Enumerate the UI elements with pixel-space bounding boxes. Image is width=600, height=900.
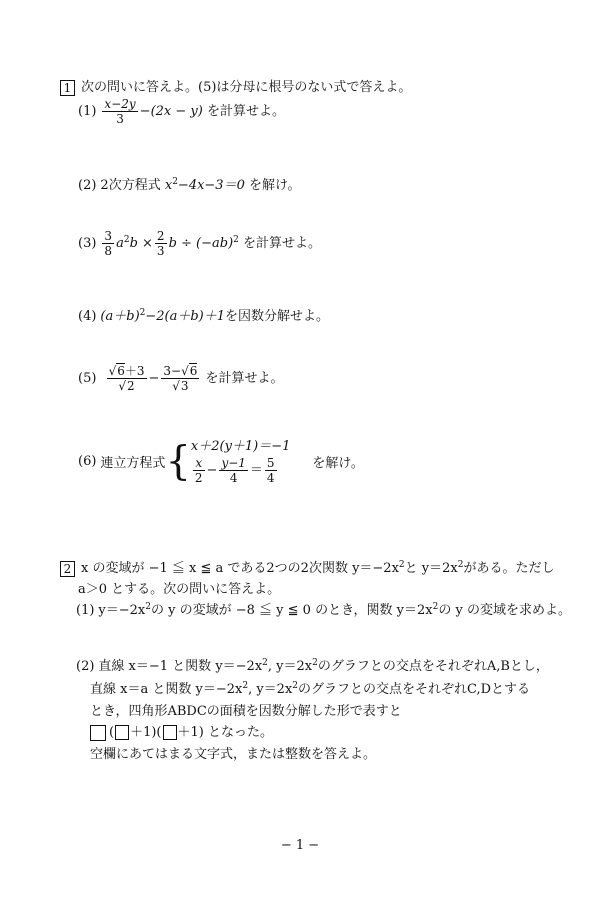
q1-part5-label: (5)	[78, 371, 97, 386]
q1-part2	[78, 174, 300, 193]
q2-line1	[60, 557, 555, 577]
q2-line1a: x の変域が −1 ≦ x ≦ a である2つの2次関数 y＝−2x	[81, 561, 399, 576]
q1-part1-fraction	[102, 97, 137, 126]
q2-part2-line1	[76, 655, 549, 674]
q1-part2-sq: 2	[172, 177, 178, 187]
q1-part6-eq2-f1	[193, 456, 205, 485]
q1-part4-label: (4)	[78, 309, 97, 324]
q1-part1-rest: −(2x − y)	[139, 104, 203, 119]
q1-part6-eq2-minus: −	[206, 463, 218, 478]
answer-blank-2[interactable]	[115, 725, 129, 740]
q2-part2-line3: とき，四角形ABDCの面積を因数分解した形で表すと	[90, 704, 402, 719]
q1-part6-system	[191, 438, 291, 485]
q1-part6-eq2-f3-num: 5	[266, 456, 275, 470]
q1-part6-brace: {	[165, 438, 191, 485]
q1-part5-minus: −	[148, 371, 160, 386]
q1-part4-expr1sup: 2	[139, 308, 146, 318]
q2-part2-l1c: のグラフとの交点をそれぞれA,Bとし，	[317, 659, 549, 674]
q1-part4-text: を因数分解せよ。	[225, 309, 330, 324]
q1-part5-f2-num-pre: 3−	[163, 364, 182, 378]
q1-part3-f1-num: 3	[104, 229, 113, 243]
q1-part3-f1-den: 8	[104, 244, 113, 258]
q2-part1-asup: 2	[145, 602, 151, 612]
q1-part5-f1-den-root: 2	[127, 379, 135, 393]
q1-part3-label: (3)	[78, 236, 97, 251]
q1-part3-mid3: b ÷ (−ab)	[168, 236, 234, 251]
q1-part6-eq2-f1-den: 2	[194, 471, 203, 485]
q2-number-box: 2	[60, 561, 75, 577]
q1-part4	[78, 305, 329, 324]
q2-part2-label: (2)	[76, 659, 95, 674]
q2-line1b: と y＝2x	[404, 561, 458, 576]
q1-part6-eq2	[191, 456, 291, 485]
q2-part2-l2a: 直線 x＝a と関数 y＝−2x	[90, 682, 243, 697]
q1-part5-f1-den: √2	[118, 379, 135, 393]
q1-part6-eq2-f3-den: 4	[266, 471, 275, 485]
q2-line1sup2: 2	[457, 560, 464, 570]
q1-part6-eq2-f2-den: 4	[229, 471, 238, 485]
answer-blank-1[interactable]	[90, 725, 106, 741]
q2-part2-l4b: ＋1)(	[130, 725, 162, 740]
q2-part2-l1a: 直線 x＝−1 と関数 y＝−2x	[98, 659, 263, 674]
q2-line2: a＞0 とする。次の問いに答えよ。	[78, 582, 281, 597]
q1-part2-label: (2)	[78, 178, 97, 193]
q2-part2-l1b: , y＝2x	[267, 659, 313, 674]
q2-part1-bsup: 2	[432, 602, 439, 612]
q1-part5-fraction2	[161, 364, 199, 393]
q1-part3-fraction1	[102, 229, 114, 258]
q1-part6-eq2-f1-num: x	[193, 456, 205, 471]
q2-part2-l2b: , y＝2x	[248, 682, 293, 697]
q1-part2-text: を解け。	[249, 178, 301, 193]
q1-part6-text: を解け。	[312, 456, 364, 471]
q2-part2-l4a: (	[109, 725, 115, 740]
q1-part6-eq2-f2	[219, 456, 247, 485]
q1-part3-f2-den: 3	[156, 244, 165, 258]
q1-part3-fraction2	[155, 229, 167, 258]
q1-part5-f2-num: 3−√6	[163, 364, 198, 378]
q2-part2-l1sup1: 2	[262, 658, 268, 668]
q1-part6-pre: 連立方程式	[100, 456, 166, 471]
q1-part3-f2-num: 2	[156, 229, 165, 243]
q1-number-box: 1	[60, 80, 75, 96]
q1-part1-denominator: 3	[116, 112, 124, 126]
q2-part1-c: の y の変域を求めよ。	[438, 603, 571, 618]
q1-part6-label: (6)	[78, 454, 97, 469]
q1-part3-mid1sup: 2	[123, 235, 130, 245]
q1-part3-mid1: a	[116, 236, 124, 251]
q1-part3	[78, 229, 321, 258]
q2-part1	[76, 599, 571, 618]
q1-instruction: 次の問いに答えよ。(5)は分母に根号のない式で答えよ。	[81, 80, 412, 95]
q1-part6-eq2-eq: ＝	[249, 463, 263, 478]
q1-part4-expr1: (a＋b)	[100, 309, 140, 324]
answer-blank-3[interactable]	[163, 725, 177, 740]
q2-line1c: がある。ただし	[463, 561, 555, 576]
q1-part5-f2-den: √3	[172, 379, 189, 393]
q1-part6-eq2-f2-num: y−1	[221, 456, 246, 470]
q1-part3-mid2: b ×	[129, 236, 153, 251]
q1-part3-mid3sup: 2	[233, 235, 239, 245]
q2-part2-l1sup2: 2	[312, 658, 318, 668]
q1-part1-numerator: x−2y	[104, 97, 136, 111]
q1-part5-f2-num-root: 6	[189, 364, 198, 378]
page-number: − 1 −	[280, 838, 320, 853]
q1-part6	[78, 438, 364, 485]
q2-part2-line4	[90, 721, 273, 741]
q1-part1	[78, 97, 285, 126]
q1-part1-text: を計算せよ。	[206, 104, 285, 119]
q2-part2-l4c: ＋1) となった。	[177, 725, 273, 740]
q1-part5	[78, 364, 284, 393]
q2-part1-a: y＝−2x	[98, 603, 146, 618]
q2-part1-b: の y の変域が −8 ≦ y ≦ 0 のとき，関数 y＝2x	[151, 603, 433, 618]
q1-part5-fraction1	[107, 364, 147, 393]
q1-part2-expr-b: −4x−3＝0	[177, 178, 245, 193]
q2-line1sup1: 2	[398, 560, 405, 570]
q1-part6-eq2-f3	[265, 456, 277, 485]
q1-part4-expr2: −2(a＋b)＋1	[145, 309, 226, 324]
q1-instruction-row	[60, 76, 411, 96]
q1-part3-text: を計算せよ。	[243, 236, 322, 251]
q2-part2-line2	[90, 678, 530, 697]
q2-part1-label: (1)	[76, 603, 95, 618]
q1-part2-expr-a: x	[164, 178, 173, 193]
q2-part2-line5: 空欄にあてはまる文字式，または整数を答えよ。	[90, 747, 377, 762]
q1-part6-eq1: x＋2(y＋1)＝−1	[190, 439, 291, 454]
q2-part2-l2sup2: 2	[292, 681, 299, 691]
q1-part5-f1-num: √6＋3	[108, 364, 145, 378]
q1-part5-f1-num-rest: ＋3	[124, 364, 145, 378]
q1-part1-label: (1)	[78, 104, 97, 119]
q1-part2-pre: 2次方程式	[100, 178, 161, 193]
q1-part5-text: を計算せよ。	[205, 371, 284, 386]
q1-part5-f2-den-root: 3	[180, 379, 189, 393]
q2-part2-l2sup1: 2	[242, 681, 249, 691]
q1-part5-f1-num-root: 6	[117, 364, 125, 378]
q2-part2-l2c: のグラフとの交点をそれぞれC,Dとする	[298, 682, 531, 697]
